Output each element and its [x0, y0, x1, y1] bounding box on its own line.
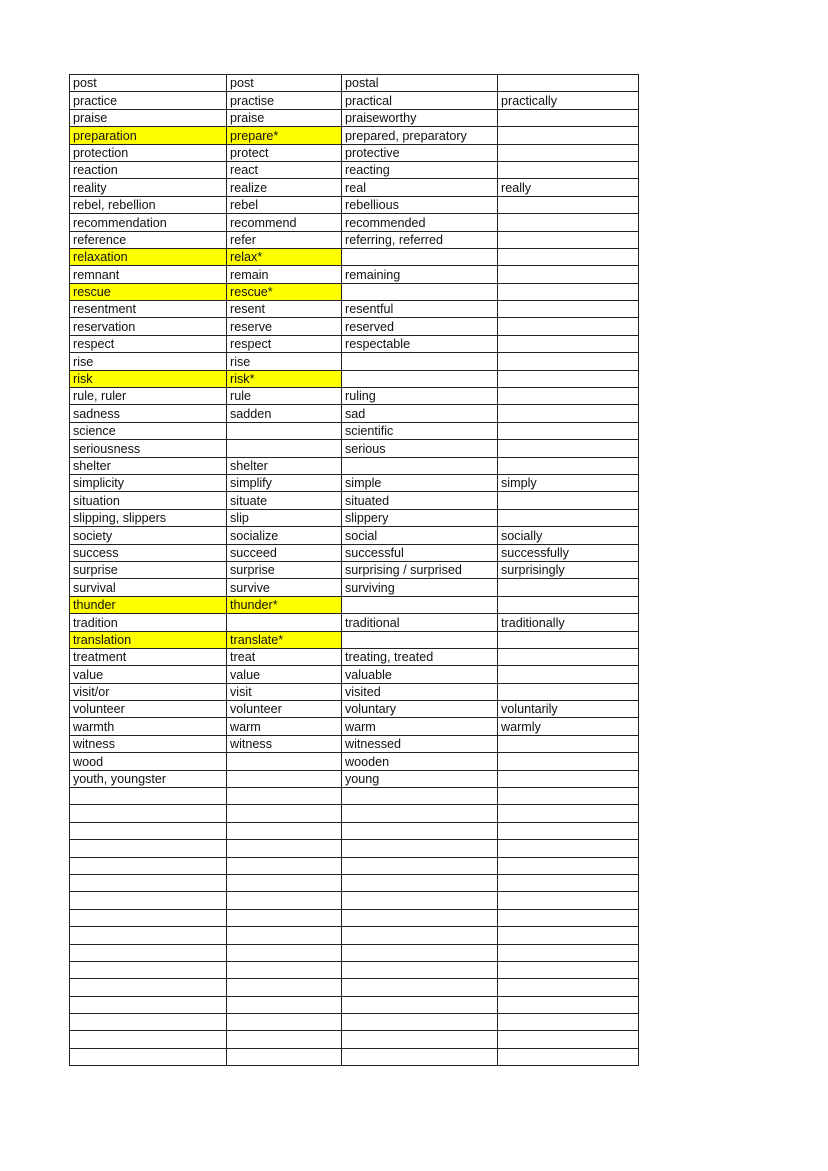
- adjective-cell: simple: [342, 474, 498, 491]
- noun-cell: success: [70, 544, 227, 561]
- verb-cell: [227, 1031, 342, 1048]
- noun-cell: rise: [70, 353, 227, 370]
- table-row: [70, 248, 639, 265]
- adjective-cell: visited: [342, 683, 498, 700]
- adverb-cell: [498, 370, 639, 387]
- adjective-cell: referring, referred: [342, 231, 498, 248]
- verb-cell: [227, 1048, 342, 1065]
- noun-cell: reality: [70, 179, 227, 196]
- noun-cell: [70, 805, 227, 822]
- verb-cell: react: [227, 161, 342, 178]
- adjective-cell: warm: [342, 718, 498, 735]
- noun-cell: [70, 979, 227, 996]
- noun-cell: rescue: [70, 283, 227, 300]
- adjective-cell: reacting: [342, 161, 498, 178]
- verb-cell: survive: [227, 579, 342, 596]
- verb-cell: [227, 979, 342, 996]
- noun-cell: [70, 909, 227, 926]
- noun-cell: reservation: [70, 318, 227, 335]
- adverb-cell: [498, 753, 639, 770]
- noun-cell: translation: [70, 631, 227, 648]
- adverb-cell: [498, 683, 639, 700]
- adverb-cell: [498, 318, 639, 335]
- verb-cell: [227, 944, 342, 961]
- adverb-cell: [498, 944, 639, 961]
- adjective-cell: surprising / surprised: [342, 561, 498, 578]
- adverb-cell: [498, 1031, 639, 1048]
- noun-cell: thunder: [70, 596, 227, 613]
- empty-table-row: [70, 944, 639, 961]
- verb-cell: rescue*: [227, 283, 342, 300]
- table-row: [70, 231, 639, 248]
- noun-cell: [70, 927, 227, 944]
- empty-table-row: [70, 1048, 639, 1065]
- verb-cell: reserve: [227, 318, 342, 335]
- verb-cell: sadden: [227, 405, 342, 422]
- noun-cell: shelter: [70, 457, 227, 474]
- table-row: [70, 474, 639, 491]
- adjective-cell: postal: [342, 75, 498, 92]
- table-row: [70, 701, 639, 718]
- verb-cell: socialize: [227, 527, 342, 544]
- verb-cell: surprise: [227, 561, 342, 578]
- adverb-cell: [498, 283, 639, 300]
- adverb-cell: [498, 335, 639, 352]
- adjective-cell: [342, 874, 498, 891]
- adverb-cell: [498, 196, 639, 213]
- adverb-cell: [498, 161, 639, 178]
- noun-cell: reaction: [70, 161, 227, 178]
- verb-cell: rise: [227, 353, 342, 370]
- adverb-cell: [498, 857, 639, 874]
- verb-cell: praise: [227, 109, 342, 126]
- adjective-cell: social: [342, 527, 498, 544]
- adverb-cell: [498, 735, 639, 752]
- adverb-cell: [498, 1048, 639, 1065]
- table-row: [70, 109, 639, 126]
- noun-cell: society: [70, 527, 227, 544]
- table-row: [70, 196, 639, 213]
- noun-cell: tradition: [70, 614, 227, 631]
- adverb-cell: voluntarily: [498, 701, 639, 718]
- adverb-cell: [498, 248, 639, 265]
- empty-table-row: [70, 961, 639, 978]
- table-row: [70, 509, 639, 526]
- noun-cell: remnant: [70, 266, 227, 283]
- noun-cell: [70, 788, 227, 805]
- table-row: [70, 457, 639, 474]
- noun-cell: [70, 961, 227, 978]
- adjective-cell: traditional: [342, 614, 498, 631]
- adverb-cell: [498, 822, 639, 839]
- table-row: [70, 353, 639, 370]
- verb-cell: practise: [227, 92, 342, 109]
- adjective-cell: [342, 979, 498, 996]
- verb-cell: slip: [227, 509, 342, 526]
- adverb-cell: [498, 927, 639, 944]
- verb-cell: [227, 753, 342, 770]
- table-row: [70, 179, 639, 196]
- noun-cell: treatment: [70, 648, 227, 665]
- adjective-cell: [342, 1048, 498, 1065]
- noun-cell: risk: [70, 370, 227, 387]
- table-row: [70, 770, 639, 787]
- noun-cell: science: [70, 422, 227, 439]
- table-row: [70, 648, 639, 665]
- noun-cell: seriousness: [70, 440, 227, 457]
- adverb-cell: [498, 892, 639, 909]
- table-row: [70, 666, 639, 683]
- noun-cell: visit/or: [70, 683, 227, 700]
- noun-cell: respect: [70, 335, 227, 352]
- table-row: [70, 318, 639, 335]
- adverb-cell: [498, 127, 639, 144]
- adjective-cell: recommended: [342, 214, 498, 231]
- adverb-cell: [498, 353, 639, 370]
- noun-cell: preparation: [70, 127, 227, 144]
- adjective-cell: [342, 596, 498, 613]
- adverb-cell: [498, 961, 639, 978]
- adverb-cell: [498, 909, 639, 926]
- table-row: [70, 579, 639, 596]
- verb-cell: [227, 614, 342, 631]
- verb-cell: [227, 892, 342, 909]
- empty-table-row: [70, 822, 639, 839]
- adverb-cell: [498, 1014, 639, 1031]
- adjective-cell: [342, 370, 498, 387]
- table-row: [70, 561, 639, 578]
- table-row: [70, 492, 639, 509]
- noun-cell: [70, 944, 227, 961]
- table-row: [70, 144, 639, 161]
- adverb-cell: [498, 75, 639, 92]
- table-row: [70, 388, 639, 405]
- verb-cell: rebel: [227, 196, 342, 213]
- adjective-cell: treating, treated: [342, 648, 498, 665]
- adverb-cell: socially: [498, 527, 639, 544]
- adverb-cell: practically: [498, 92, 639, 109]
- adverb-cell: [498, 631, 639, 648]
- verb-cell: remain: [227, 266, 342, 283]
- adverb-cell: [498, 770, 639, 787]
- table-row: [70, 75, 639, 92]
- noun-cell: resentment: [70, 301, 227, 318]
- empty-table-row: [70, 857, 639, 874]
- adverb-cell: [498, 666, 639, 683]
- table-row: [70, 753, 639, 770]
- noun-cell: [70, 857, 227, 874]
- empty-table-row: [70, 840, 639, 857]
- verb-cell: [227, 996, 342, 1013]
- adverb-cell: [498, 579, 639, 596]
- table-row: [70, 683, 639, 700]
- verb-cell: [227, 422, 342, 439]
- adjective-cell: scientific: [342, 422, 498, 439]
- verb-cell: resent: [227, 301, 342, 318]
- noun-cell: post: [70, 75, 227, 92]
- adjective-cell: prepared, preparatory: [342, 127, 498, 144]
- verb-cell: refer: [227, 231, 342, 248]
- adverb-cell: [498, 805, 639, 822]
- adverb-cell: [498, 996, 639, 1013]
- verb-cell: [227, 840, 342, 857]
- table-row: [70, 735, 639, 752]
- verb-cell: prepare*: [227, 127, 342, 144]
- adjective-cell: real: [342, 179, 498, 196]
- adjective-cell: [342, 1031, 498, 1048]
- empty-table-row: [70, 892, 639, 909]
- verb-cell: rule: [227, 388, 342, 405]
- adverb-cell: surprisingly: [498, 561, 639, 578]
- adjective-cell: [342, 353, 498, 370]
- verb-cell: respect: [227, 335, 342, 352]
- noun-cell: rebel, rebellion: [70, 196, 227, 213]
- adjective-cell: protective: [342, 144, 498, 161]
- noun-cell: [70, 1031, 227, 1048]
- verb-cell: volunteer: [227, 701, 342, 718]
- verb-cell: [227, 874, 342, 891]
- adverb-cell: simply: [498, 474, 639, 491]
- adverb-cell: [498, 422, 639, 439]
- adverb-cell: [498, 231, 639, 248]
- adverb-cell: [498, 492, 639, 509]
- noun-cell: [70, 840, 227, 857]
- noun-cell: surprise: [70, 561, 227, 578]
- table-row: [70, 527, 639, 544]
- adverb-cell: [498, 648, 639, 665]
- adverb-cell: really: [498, 179, 639, 196]
- verb-cell: protect: [227, 144, 342, 161]
- noun-cell: recommendation: [70, 214, 227, 231]
- adverb-cell: [498, 440, 639, 457]
- verb-cell: [227, 770, 342, 787]
- adjective-cell: valuable: [342, 666, 498, 683]
- verb-cell: [227, 822, 342, 839]
- adjective-cell: [342, 788, 498, 805]
- noun-cell: sadness: [70, 405, 227, 422]
- adverb-cell: [498, 388, 639, 405]
- noun-cell: value: [70, 666, 227, 683]
- table-row: [70, 266, 639, 283]
- table-row: [70, 127, 639, 144]
- adverb-cell: [498, 214, 639, 231]
- noun-cell: [70, 892, 227, 909]
- adverb-cell: traditionally: [498, 614, 639, 631]
- table-row: [70, 631, 639, 648]
- verb-cell: recommend: [227, 214, 342, 231]
- table-row: [70, 544, 639, 561]
- verb-cell: [227, 927, 342, 944]
- noun-cell: reference: [70, 231, 227, 248]
- adjective-cell: ruling: [342, 388, 498, 405]
- adverb-cell: [498, 509, 639, 526]
- noun-cell: witness: [70, 735, 227, 752]
- verb-cell: treat: [227, 648, 342, 665]
- verb-cell: [227, 788, 342, 805]
- adjective-cell: praiseworthy: [342, 109, 498, 126]
- verb-cell: post: [227, 75, 342, 92]
- noun-cell: warmth: [70, 718, 227, 735]
- adverb-cell: [498, 457, 639, 474]
- adverb-cell: [498, 874, 639, 891]
- verb-cell: [227, 909, 342, 926]
- empty-table-row: [70, 1031, 639, 1048]
- adjective-cell: respectable: [342, 335, 498, 352]
- adjective-cell: [342, 892, 498, 909]
- table-row: [70, 92, 639, 109]
- verb-cell: situate: [227, 492, 342, 509]
- adjective-cell: [342, 248, 498, 265]
- table-row: [70, 283, 639, 300]
- table-row: [70, 440, 639, 457]
- noun-cell: [70, 1048, 227, 1065]
- verb-cell: [227, 440, 342, 457]
- noun-cell: youth, youngster: [70, 770, 227, 787]
- verb-cell: succeed: [227, 544, 342, 561]
- adverb-cell: [498, 979, 639, 996]
- noun-cell: situation: [70, 492, 227, 509]
- adjective-cell: practical: [342, 92, 498, 109]
- adjective-cell: [342, 1014, 498, 1031]
- verb-cell: realize: [227, 179, 342, 196]
- adjective-cell: [342, 840, 498, 857]
- adjective-cell: [342, 857, 498, 874]
- adjective-cell: wooden: [342, 753, 498, 770]
- adjective-cell: [342, 457, 498, 474]
- adverb-cell: [498, 405, 639, 422]
- adjective-cell: voluntary: [342, 701, 498, 718]
- noun-cell: rule, ruler: [70, 388, 227, 405]
- adverb-cell: [498, 840, 639, 857]
- adjective-cell: slippery: [342, 509, 498, 526]
- adjective-cell: resentful: [342, 301, 498, 318]
- adjective-cell: [342, 996, 498, 1013]
- noun-cell: [70, 822, 227, 839]
- table-row: [70, 718, 639, 735]
- noun-cell: protection: [70, 144, 227, 161]
- verb-cell: translate*: [227, 631, 342, 648]
- adjective-cell: [342, 927, 498, 944]
- verb-cell: simplify: [227, 474, 342, 491]
- table-row: [70, 161, 639, 178]
- adjective-cell: [342, 805, 498, 822]
- verb-cell: witness: [227, 735, 342, 752]
- noun-cell: volunteer: [70, 701, 227, 718]
- verb-cell: thunder*: [227, 596, 342, 613]
- noun-cell: [70, 874, 227, 891]
- table-row: [70, 596, 639, 613]
- adjective-cell: sad: [342, 405, 498, 422]
- adjective-cell: [342, 909, 498, 926]
- table-body: [70, 75, 639, 1066]
- adjective-cell: situated: [342, 492, 498, 509]
- table-row: [70, 614, 639, 631]
- noun-cell: relaxation: [70, 248, 227, 265]
- verb-cell: [227, 961, 342, 978]
- adjective-cell: [342, 944, 498, 961]
- adverb-cell: warmly: [498, 718, 639, 735]
- empty-table-row: [70, 927, 639, 944]
- noun-cell: slipping, slippers: [70, 509, 227, 526]
- adjective-cell: rebellious: [342, 196, 498, 213]
- adjective-cell: successful: [342, 544, 498, 561]
- verb-cell: [227, 805, 342, 822]
- empty-table-row: [70, 788, 639, 805]
- adjective-cell: [342, 631, 498, 648]
- noun-cell: praise: [70, 109, 227, 126]
- verb-cell: warm: [227, 718, 342, 735]
- verb-cell: value: [227, 666, 342, 683]
- verb-cell: relax*: [227, 248, 342, 265]
- table-row: [70, 301, 639, 318]
- adjective-cell: serious: [342, 440, 498, 457]
- noun-cell: wood: [70, 753, 227, 770]
- table-row: [70, 422, 639, 439]
- adverb-cell: [498, 109, 639, 126]
- verb-cell: shelter: [227, 457, 342, 474]
- adjective-cell: surviving: [342, 579, 498, 596]
- noun-cell: practice: [70, 92, 227, 109]
- adverb-cell: successfully: [498, 544, 639, 561]
- adjective-cell: [342, 283, 498, 300]
- table-row: [70, 214, 639, 231]
- table-row: [70, 370, 639, 387]
- adjective-cell: [342, 961, 498, 978]
- empty-table-row: [70, 1014, 639, 1031]
- adjective-cell: remaining: [342, 266, 498, 283]
- noun-cell: simplicity: [70, 474, 227, 491]
- verb-cell: risk*: [227, 370, 342, 387]
- adverb-cell: [498, 301, 639, 318]
- adjective-cell: witnessed: [342, 735, 498, 752]
- empty-table-row: [70, 996, 639, 1013]
- table-row: [70, 405, 639, 422]
- adverb-cell: [498, 788, 639, 805]
- verb-cell: [227, 1014, 342, 1031]
- adjective-cell: reserved: [342, 318, 498, 335]
- verb-cell: [227, 857, 342, 874]
- empty-table-row: [70, 909, 639, 926]
- noun-cell: survival: [70, 579, 227, 596]
- table-row: [70, 335, 639, 352]
- adverb-cell: [498, 144, 639, 161]
- empty-table-row: [70, 805, 639, 822]
- empty-table-row: [70, 979, 639, 996]
- word-forms-table: [69, 74, 639, 1066]
- adjective-cell: young: [342, 770, 498, 787]
- adjective-cell: [342, 822, 498, 839]
- verb-cell: visit: [227, 683, 342, 700]
- noun-cell: [70, 996, 227, 1013]
- adverb-cell: [498, 266, 639, 283]
- empty-table-row: [70, 874, 639, 891]
- noun-cell: [70, 1014, 227, 1031]
- adverb-cell: [498, 596, 639, 613]
